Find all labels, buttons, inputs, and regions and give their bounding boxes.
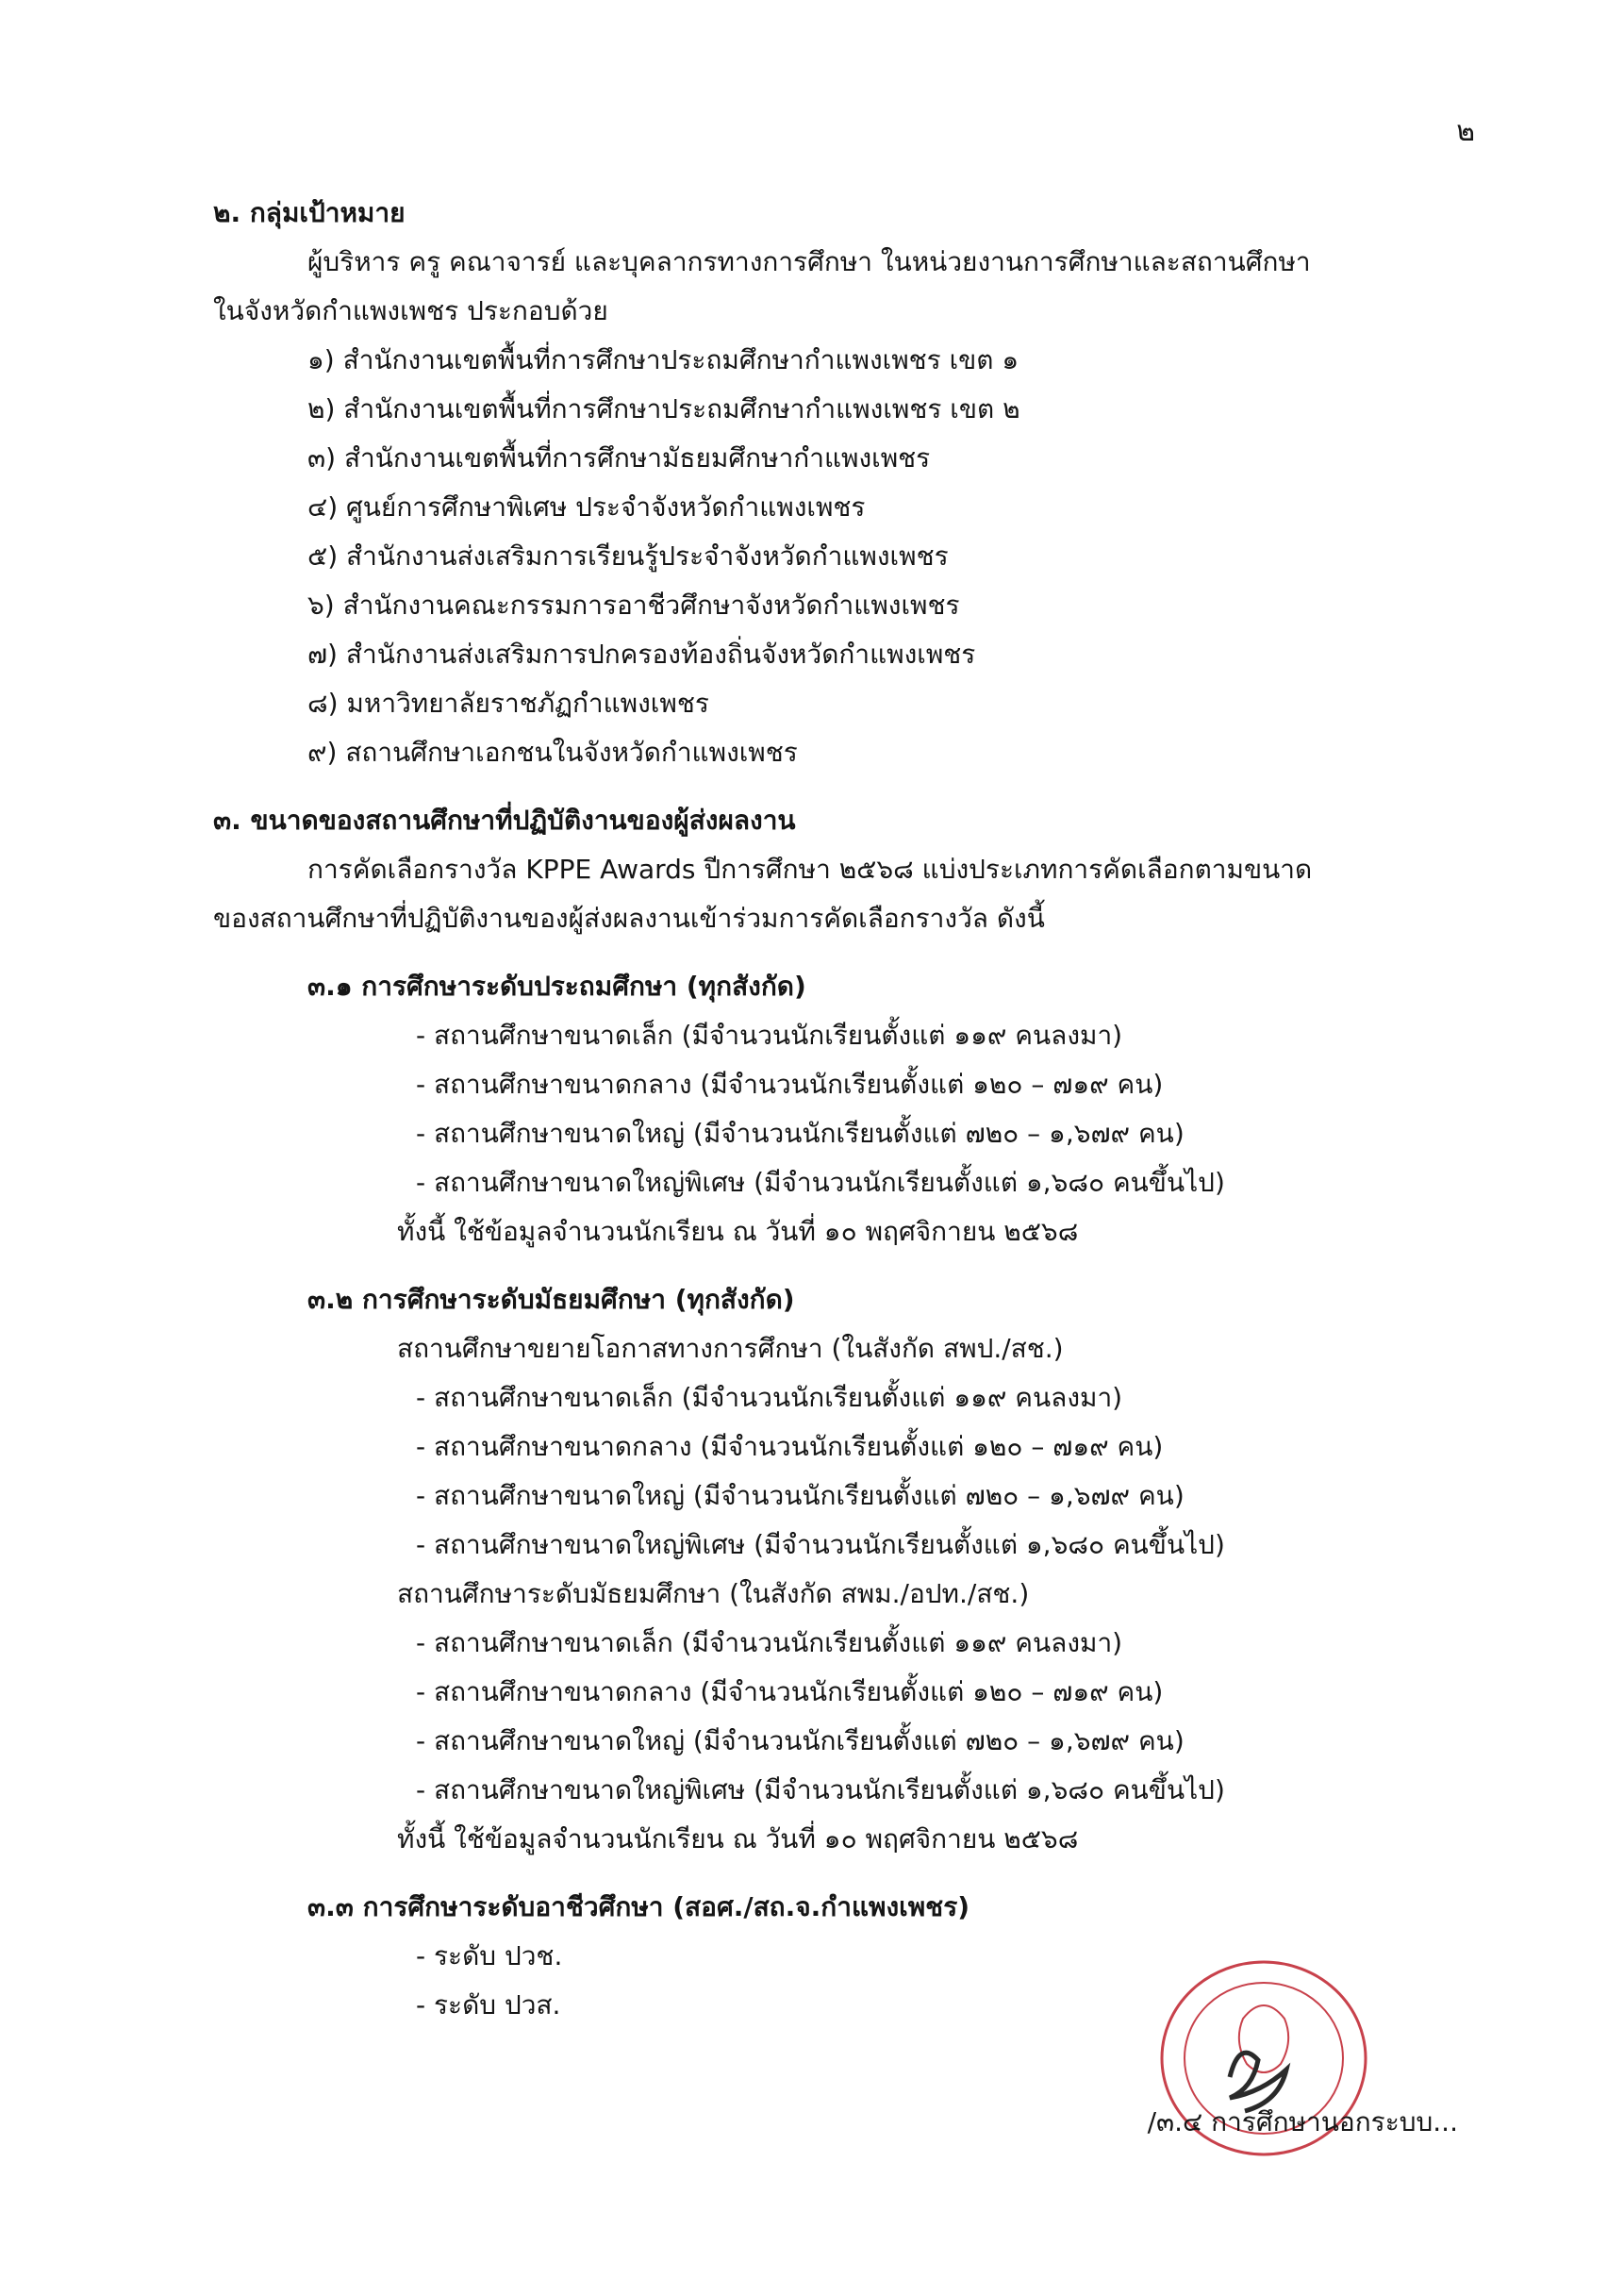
target-group-item: ๖) สำนักงานคณะกรรมการอาชีวศึกษาจังหวัดกำแพงเพชร bbox=[307, 590, 960, 621]
school-size-item: - สถานศึกษาขนาดใหญ่พิเศษ (มีจำนวนนักเรียนตั้งแต่ ๑,๖๘๐ คนขึ้นไป) bbox=[416, 1774, 1225, 1805]
section-3-3-heading: ๓.๓ การศึกษาระดับอาชีวศึกษา (สอศ./สถ.จ.กำแพงเพชร) bbox=[307, 1891, 970, 1922]
school-size-item: - สถานศึกษาขนาดใหญ่ (มีจำนวนนักเรียนตั้งแต่ ๗๒๐ – ๑,๖๗๙ คน) bbox=[416, 1118, 1185, 1149]
target-group-item: ๑) สำนักงานเขตพื้นที่การศึกษาประถมศึกษากำแพงเพชร เขต ๑ bbox=[307, 344, 1019, 375]
school-size-item: - สถานศึกษาขนาดใหญ่พิเศษ (มีจำนวนนักเรียนตั้งแต่ ๑,๖๘๐ คนขึ้นไป) bbox=[416, 1167, 1225, 1198]
target-group-item: ๙) สถานศึกษาเอกชนในจังหวัดกำแพงเพชร bbox=[307, 737, 798, 768]
vocational-level-item: - ระดับ ปวช. bbox=[416, 1940, 563, 1971]
target-group-item: ๕) สำนักงานส่งเสริมการเรียนรู้ประจำจังหวัดกำแพงเพชร bbox=[307, 540, 949, 572]
section-3-heading: ๓. ขนาดของสถานศึกษาที่ปฏิบัติงานของผู้ส่งผลงาน bbox=[213, 805, 796, 836]
school-size-item: - สถานศึกษาขนาดใหญ่พิเศษ (มีจำนวนนักเรียนตั้งแต่ ๑,๖๘๐ คนขึ้นไป) bbox=[416, 1529, 1225, 1560]
section-3-2-heading: ๓.๒ การศึกษาระดับมัธยมศึกษา (ทุกสังกัด) bbox=[307, 1284, 795, 1315]
school-size-item: - สถานศึกษาขนาดเล็ก (มีจำนวนนักเรียนตั้งแต่ ๑๑๙ คนลงมา) bbox=[416, 1382, 1123, 1413]
school-size-item: - สถานศึกษาขนาดเล็ก (มีจำนวนนักเรียนตั้งแต่ ๑๑๙ คนลงมา) bbox=[416, 1627, 1123, 1658]
target-group-item: ๓) สำนักงานเขตพื้นที่การศึกษามัธยมศึกษากำแพงเพชร bbox=[307, 442, 931, 474]
section-2-paragraph-line-2: ในจังหวัดกำแพงเพชร ประกอบด้วย bbox=[213, 295, 608, 326]
school-size-item: - สถานศึกษาขนาดกลาง (มีจำนวนนักเรียนตั้งแต่ ๑๒๐ – ๗๑๙ คน) bbox=[416, 1676, 1164, 1707]
section-3-1-heading: ๓.๑ การศึกษาระดับประถมศึกษา (ทุกสังกัด) bbox=[307, 971, 806, 1002]
target-group-item: ๗) สำนักงานส่งเสริมการปกครองท้องถิ่นจังหวัดกำแพงเพชร bbox=[307, 639, 976, 670]
continuation-note: /๓.๔ การศึกษานอกระบบ... bbox=[1147, 2106, 1458, 2137]
section-3-paragraph-line-2: ของสถานศึกษาที่ปฏิบัติงานของผู้ส่งผลงานเข้าร่วมการคัดเลือกรางวัล ดังนี้ bbox=[213, 903, 1045, 934]
section-3-2-group-2-label: สถานศึกษาระดับมัธยมศึกษา (ในสังกัด สพม./อปท./สช.) bbox=[397, 1578, 1030, 1609]
section-2-heading: ๒. กลุ่มเป้าหมาย bbox=[213, 197, 406, 228]
document-body bbox=[213, 194, 1467, 2036]
vocational-level-item: - ระดับ ปวส. bbox=[416, 1989, 561, 2021]
school-size-item: - สถานศึกษาขนาดกลาง (มีจำนวนนักเรียนตั้งแต่ ๑๒๐ – ๗๑๙ คน) bbox=[416, 1431, 1164, 1462]
section-3-paragraph-line-1: การคัดเลือกรางวัล KPPE Awards ปีการศึกษา ๒๕๖๘ แบ่งประเภทการคัดเลือกตามขนาด bbox=[307, 854, 1313, 885]
section-3-1-note: ทั้งนี้ ใช้ข้อมูลจำนวนนักเรียน ณ วันที่ ๑๐ พฤศจิกายน ๒๕๖๘ bbox=[397, 1216, 1079, 1247]
section-3-2-note: ทั้งนี้ ใช้ข้อมูลจำนวนนักเรียน ณ วันที่ ๑๐ พฤศจิกายน ๒๕๖๘ bbox=[397, 1823, 1079, 1854]
section-2-paragraph-line-1: ผู้บริหาร ครู คณาจารย์ และบุคลากรทางการศึกษา ในหน่วยงานการศึกษาและสถานศึกษา bbox=[307, 246, 1311, 277]
target-group-item: ๔) ศูนย์การศึกษาพิเศษ ประจำจังหวัดกำแพงเพชร bbox=[307, 491, 866, 523]
target-group-item: ๘) มหาวิทยาลัยราชภัฏกำแพงเพชร bbox=[307, 688, 709, 719]
section-3-2-group-1-label: สถานศึกษาขยายโอกาสทางการศึกษา (ในสังกัด สพป./สช.) bbox=[397, 1333, 1064, 1364]
school-size-item: - สถานศึกษาขนาดเล็ก (มีจำนวนนักเรียนตั้งแต่ ๑๑๙ คนลงมา) bbox=[416, 1020, 1123, 1051]
school-size-item: - สถานศึกษาขนาดใหญ่ (มีจำนวนนักเรียนตั้งแต่ ๗๒๐ – ๑,๖๗๙ คน) bbox=[416, 1725, 1185, 1756]
page-number: ๒ bbox=[1456, 115, 1475, 148]
school-size-item: - สถานศึกษาขนาดใหญ่ (มีจำนวนนักเรียนตั้งแต่ ๗๒๐ – ๑,๖๗๙ คน) bbox=[416, 1480, 1185, 1511]
target-group-item: ๒) สำนักงานเขตพื้นที่การศึกษาประถมศึกษากำแพงเพชร เขต ๒ bbox=[307, 393, 1020, 424]
school-size-item: - สถานศึกษาขนาดกลาง (มีจำนวนนักเรียนตั้งแต่ ๑๒๐ – ๗๑๙ คน) bbox=[416, 1069, 1164, 1100]
